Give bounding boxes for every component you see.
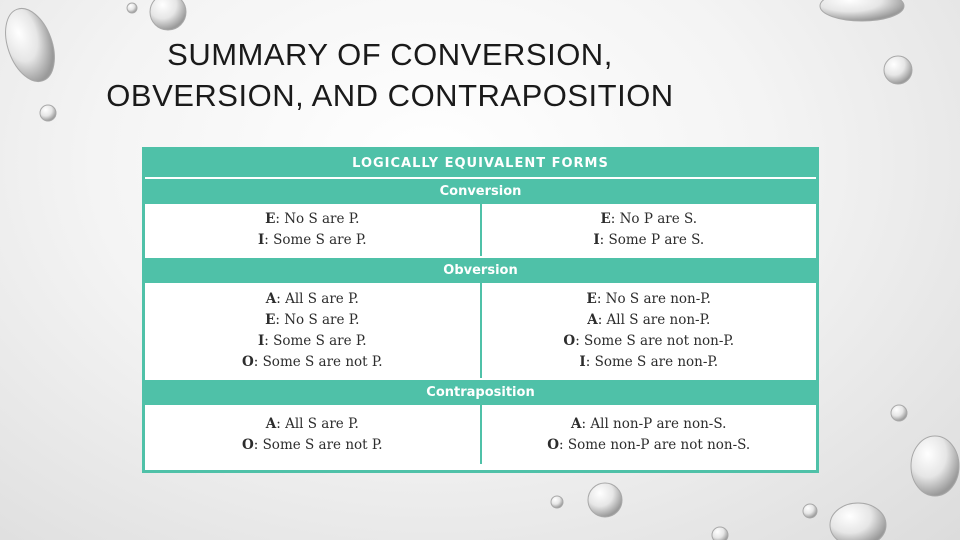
- conversion-row: [145, 204, 816, 256]
- conversion-right-cell: [480, 204, 817, 256]
- statement: I: Some P are S.: [593, 232, 705, 248]
- statement: E: No S are P.: [265, 311, 360, 328]
- statement: I: Some S are P.: [257, 332, 367, 349]
- obversion-left-cell: [145, 283, 480, 378]
- slide-title: [40, 34, 740, 116]
- contraposition-left-cell: [145, 405, 480, 464]
- section-conversion-label: Conversion: [145, 177, 816, 204]
- obversion-row: [145, 283, 816, 378]
- conversion-left-cell: [145, 204, 480, 256]
- droplet: [820, 0, 904, 21]
- droplet: [712, 527, 728, 540]
- statement: E: No S are P.: [265, 211, 360, 227]
- obversion-right-cell: [480, 283, 817, 378]
- statement: A: All S are non-P.: [587, 311, 711, 328]
- equivalent-forms-table: [142, 147, 819, 473]
- title-line-2: OBVERSION, AND CONTRAPOSITION: [106, 78, 674, 113]
- droplet: [884, 56, 912, 84]
- contraposition-right-cell: [480, 405, 817, 464]
- droplet: [830, 503, 886, 540]
- statement: O: Some non-P are not non-S.: [547, 436, 751, 453]
- statement: E: No P are S.: [600, 211, 698, 227]
- droplet: [911, 436, 959, 496]
- droplet: [127, 3, 137, 13]
- statement: A: All S are P.: [265, 290, 359, 307]
- droplet: [551, 496, 563, 508]
- contraposition-row: [145, 405, 816, 464]
- section-contraposition-label: Contraposition: [145, 378, 816, 405]
- statement: I: Some S are non-P.: [579, 353, 719, 370]
- droplet: [891, 405, 907, 421]
- statement: I: Some S are P.: [257, 232, 367, 248]
- statement: O: Some S are not P.: [241, 353, 383, 370]
- statement: A: All non-P are non-S.: [571, 415, 727, 432]
- droplet: [588, 483, 622, 517]
- statement: O: Some S are not P.: [241, 436, 383, 453]
- statement: A: All S are P.: [265, 415, 359, 432]
- title-line-1: SUMMARY OF CONVERSION,: [167, 37, 613, 72]
- statement: O: Some S are not non-P.: [563, 332, 735, 349]
- droplet: [803, 504, 817, 518]
- section-obversion-label: Obversion: [145, 256, 816, 283]
- table-header: LOGICALLY EQUIVALENT FORMS: [145, 150, 816, 177]
- droplet: [150, 0, 186, 30]
- statement: E: No S are non-P.: [586, 290, 711, 307]
